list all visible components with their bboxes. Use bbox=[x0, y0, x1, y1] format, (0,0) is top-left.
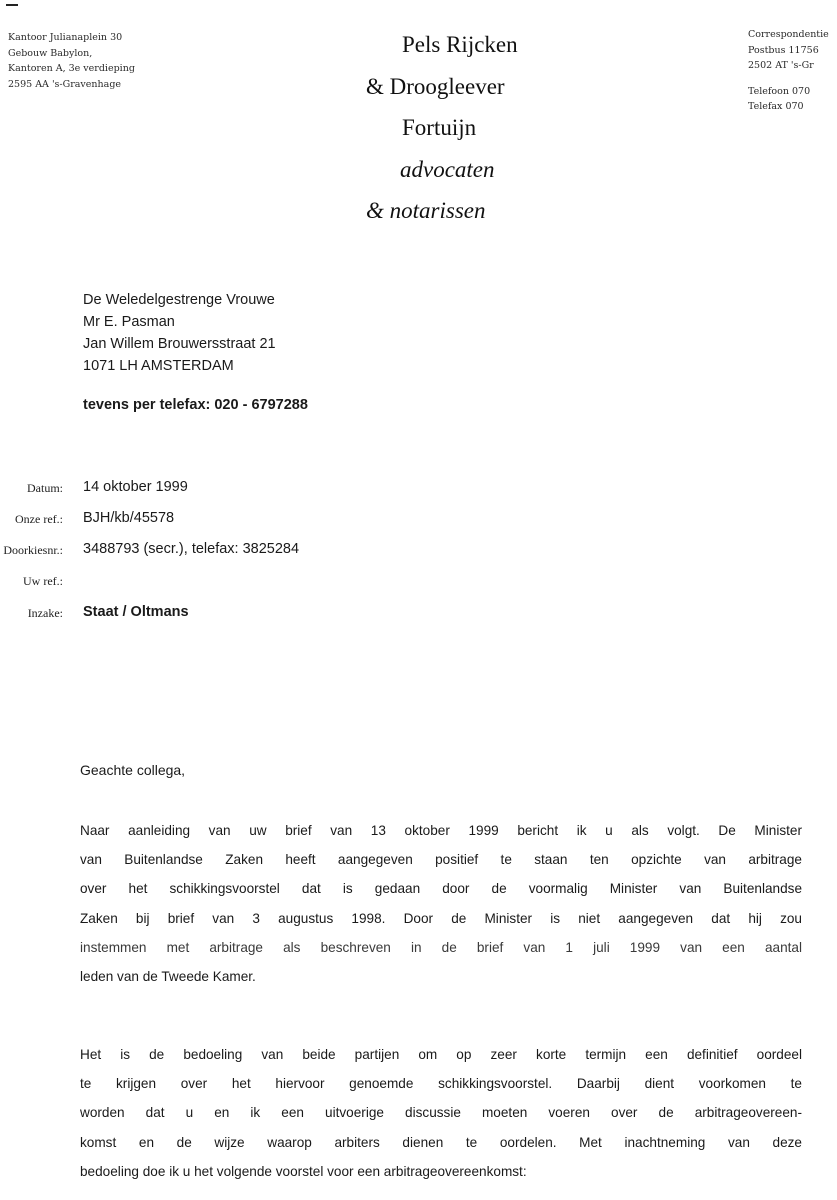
meta-row-date bbox=[0, 479, 837, 501]
meta-row-your-ref bbox=[0, 572, 837, 594]
paragraph-line: leden van de Tweede Kamer. bbox=[80, 969, 256, 985]
fax-note: tevens per telefax: 020 - 6797288 bbox=[83, 397, 308, 413]
phone-line: Telefoon 070 bbox=[748, 85, 811, 97]
salutation: Geachte collega, bbox=[80, 762, 186, 778]
firm-tagline: & notarissen bbox=[366, 198, 486, 223]
paragraph-line: Het is de bedoeling van beide partijen om op zeer korte termijn een definitief oordeel bbox=[80, 1047, 802, 1062]
paragraph-line: Naar aanleiding van uw brief van 13 oktober 1999 bericht ik u als volgt. De Minister bbox=[80, 823, 802, 838]
paragraph-line: worden dat u en ik een uitvoerige discussie moeten voeren over de arbitrageovereen- bbox=[80, 1105, 802, 1121]
office-address-line: 2595 AA 's-Gravenhage bbox=[8, 78, 122, 90]
meta-row-direct-line bbox=[0, 541, 837, 563]
meta-label: Doorkiesnr.: bbox=[3, 543, 63, 557]
recipient-address bbox=[83, 289, 483, 377]
meta-label: Datum: bbox=[27, 481, 63, 495]
office-address-line: Gebouw Babylon, bbox=[8, 47, 93, 59]
firm-tagline: advocaten bbox=[400, 156, 495, 182]
meta-value-our-ref: BJH/kb/45578 bbox=[83, 510, 175, 526]
meta-row-subject bbox=[0, 604, 837, 626]
fold-mark bbox=[6, 4, 18, 6]
meta-label: Onze ref.: bbox=[15, 512, 63, 526]
paragraph-line: over het schikkingsvoorstel dat is gedaan door de voormalig Minister van Buitenlandse bbox=[80, 881, 802, 897]
fax-line: Telefax 070 bbox=[748, 101, 804, 112]
meta-value-subject: Staat / Oltmans bbox=[83, 604, 189, 620]
recipient-line: 1071 LH AMSTERDAM bbox=[83, 358, 234, 374]
firm-name-letterhead bbox=[366, 24, 626, 232]
spacer bbox=[748, 74, 837, 84]
firm-name-line: & Droogleever bbox=[366, 73, 505, 99]
body-paragraph bbox=[80, 1040, 802, 1186]
firm-name-line: Fortuijn bbox=[402, 115, 477, 140]
recipient-line: Mr E. Pasman bbox=[83, 314, 175, 330]
meta-label: Uw ref.: bbox=[23, 574, 63, 588]
paragraph-line: instemmen met arbitrage als beschreven in de brief van 1 juli 1999 van een aantal bbox=[80, 939, 802, 955]
office-address-line: Kantoren A, 3e verdieping bbox=[8, 63, 135, 74]
meta-value-direct-line: 3488793 (secr.), telefax: 3825284 bbox=[83, 541, 300, 557]
correspondence-line: Postbus 11756 bbox=[748, 44, 819, 56]
recipient-line: De Weledelgestrenge Vrouwe bbox=[83, 292, 275, 308]
recipient-line: Jan Willem Brouwersstraat 21 bbox=[83, 336, 276, 352]
office-address-line: Kantoor Julianaplein 30 bbox=[8, 32, 123, 43]
paragraph-line: Zaken bij brief van 3 augustus 1998. Door de Minister is niet aangegeven dat hij zou bbox=[80, 910, 802, 926]
firm-name-line: Pels Rijcken bbox=[402, 32, 518, 57]
correspondence-line: Correspondentie bbox=[748, 29, 829, 40]
paragraph-line: komst en de wijze waarop arbiters dienen te oordelen. Met inachtneming van deze bbox=[80, 1134, 802, 1150]
body-paragraph bbox=[80, 816, 802, 991]
meta-row-our-ref bbox=[0, 510, 837, 532]
correspondence-address bbox=[748, 27, 837, 115]
paragraph-line: te krijgen over het hiervoor genoemde schikkingsvoorstel. Daarbij dient voorkomen te bbox=[80, 1076, 802, 1092]
office-address bbox=[8, 30, 208, 92]
correspondence-line: 2502 AT 's-Gr bbox=[748, 60, 814, 71]
meta-label: Inzake: bbox=[27, 606, 63, 620]
meta-value-date: 14 oktober 1999 bbox=[83, 479, 188, 495]
paragraph-line: van Buitenlandse Zaken heeft aangegeven positief te staan ten opzichte van arbitrage bbox=[80, 852, 802, 868]
paragraph-line: bedoeling doe ik u het volgende voorstel voor een arbitrageovereenkomst: bbox=[80, 1163, 527, 1179]
